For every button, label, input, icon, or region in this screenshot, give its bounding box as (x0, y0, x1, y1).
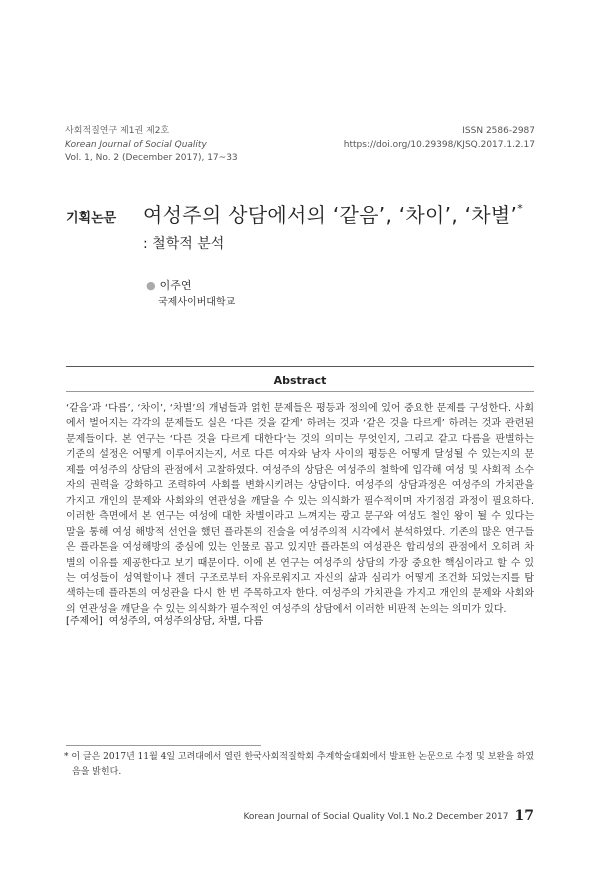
abstract-line: 는 여성들이 성역할이나 젠더 구조로부터 자유로워지고 자신의 삶과 심리가 어떻게 조건화 되었는지를 탐 (66, 572, 534, 584)
abstract-line: 의 연관성을 깨닫을 수 있는 의식화가 필수적인 여성주의 상담에서 이러한 비판적 논의는 의미가 있다. (66, 603, 507, 615)
footnote-line: * 이 글은 2017년 11월 4일 고려대에서 열린 한국사회적질학회 추계학술대회에서 발표한 논문으로 수정 및 보완을 하였 (64, 752, 534, 762)
footnote-rule (66, 745, 261, 746)
abstract-line: 말을 통해 여성 해방적 선언을 했던 플라톤의 진술을 여성주의적 시각에서 분석하였다. 기존의 많은 연구들 (66, 526, 534, 538)
keywords-label: [주제어] (66, 616, 103, 627)
doi-link[interactable]: https://doi.org/10.29398/KJSQ.2017.1.2.17 (343, 139, 535, 150)
footer-journal-info: Korean Journal of Social Quality Vol.1 No.2 December 2017 (243, 812, 509, 822)
abstract-line: 가지고 개인의 문제와 사회와의 연관성을 깨달을 수 있는 의식화가 필수적이며 자기점검 과정이 필요하다. (66, 495, 534, 507)
abstract-body (66, 401, 534, 617)
author-name: 이주연 (159, 279, 192, 292)
author-bullet-icon: ● (146, 279, 156, 292)
author (146, 277, 192, 293)
abstract-line: 문제들이다. 본 연구는 ‘다른 것을 다르게 대한다’는 것의 의미는 무엇인지, 그리고 같고 다름을 판별하는 (66, 433, 534, 445)
abstract-line: 제를 여성주의 상담의 관점에서 고찰하였다. 여성주의 상담은 여성주의 철학에 입각해 여성 및 사회적 소수 (66, 464, 534, 476)
journal-name-english: Korean Journal of Social Quality (65, 139, 207, 150)
abstract-line: ‘같음’과 ‘다름’, ‘차이’, ‘차별’의 개념들과 얽힌 문제들은 평등과 정의에 있어 중요한 문제를 구성한다. 사회 (66, 403, 534, 414)
journal-header-right (344, 125, 535, 152)
journal-volume-info: Vol. 1, No. 2 (December 2017), 17~33 (65, 153, 238, 163)
abstract-heading-rule (66, 391, 534, 392)
journal-header-left (65, 125, 238, 166)
article-subtitle: : 철학적 분석 (143, 236, 225, 252)
article-category: 기획논문 (66, 211, 117, 226)
footnote-line: 음을 밝힌다. (72, 766, 122, 777)
author-affiliation: 국제사이버대학교 (158, 297, 236, 308)
abstract-line: 에서 벌어지는 각각의 문제들도 실은 ‘다른 것을 같게’ 하려는 것과 ‘같은 것을 다르게’ 하려는 것과 관련된 (66, 418, 534, 430)
abstract-line: 자의 권력을 강화하고 조력하여 사회를 변화시키려는 상담이다. 여성주의 상담과정은 여성주의 가치관을 (66, 480, 534, 492)
abstract-line: 색하는데 플라톤의 여성관을 다시 한 번 주목하고자 한다. 여성주의 가치관을 가지고 개인의 문제와 사회와 (66, 588, 534, 600)
title-footnote-mark[interactable]: * (517, 202, 524, 216)
abstract-top-rule (66, 366, 534, 367)
abstract-line: 기준의 설정은 어떻게 이루어지는지, 서로 다른 여자와 남자 사이의 평등은 어떻게 달성될 수 있는지의 문 (66, 449, 534, 461)
article-title (143, 199, 523, 228)
abstract-heading: Abstract (273, 374, 327, 387)
page-footer (243, 808, 534, 824)
article-title-text: 여성주의 상담에서의 ‘같음’, ‘차이’, ‘차별’ (143, 203, 518, 227)
keywords-text: 여성주의, 여성주의상담, 차별, 다름 (108, 616, 264, 627)
footnote (64, 750, 534, 779)
abstract-line: 이러한 측면에서 본 연구는 여성에 대한 차별이라고 느껴지는 광고 문구와 여성도 철인 왕이 될 수 있다는 (66, 511, 534, 523)
journal-name-korean: 사회적질연구 제1권 제2호 (65, 126, 170, 136)
page-number: 17 (514, 808, 534, 824)
keywords (66, 612, 263, 627)
abstract-line: 은 플라톤을 여성해방의 중심에 있는 인물로 꼽고 있지만 플라톤의 여성관은 합리성의 관점에서 오히려 차 (66, 542, 534, 554)
issn: ISSN 2586-2987 (462, 126, 535, 136)
abstract-line: 별의 이유를 제공한다고 보기 때문이다. 이에 본 연구는 여성주의 상담의 가장 중요한 핵심이라고 할 수 있 (66, 557, 534, 569)
